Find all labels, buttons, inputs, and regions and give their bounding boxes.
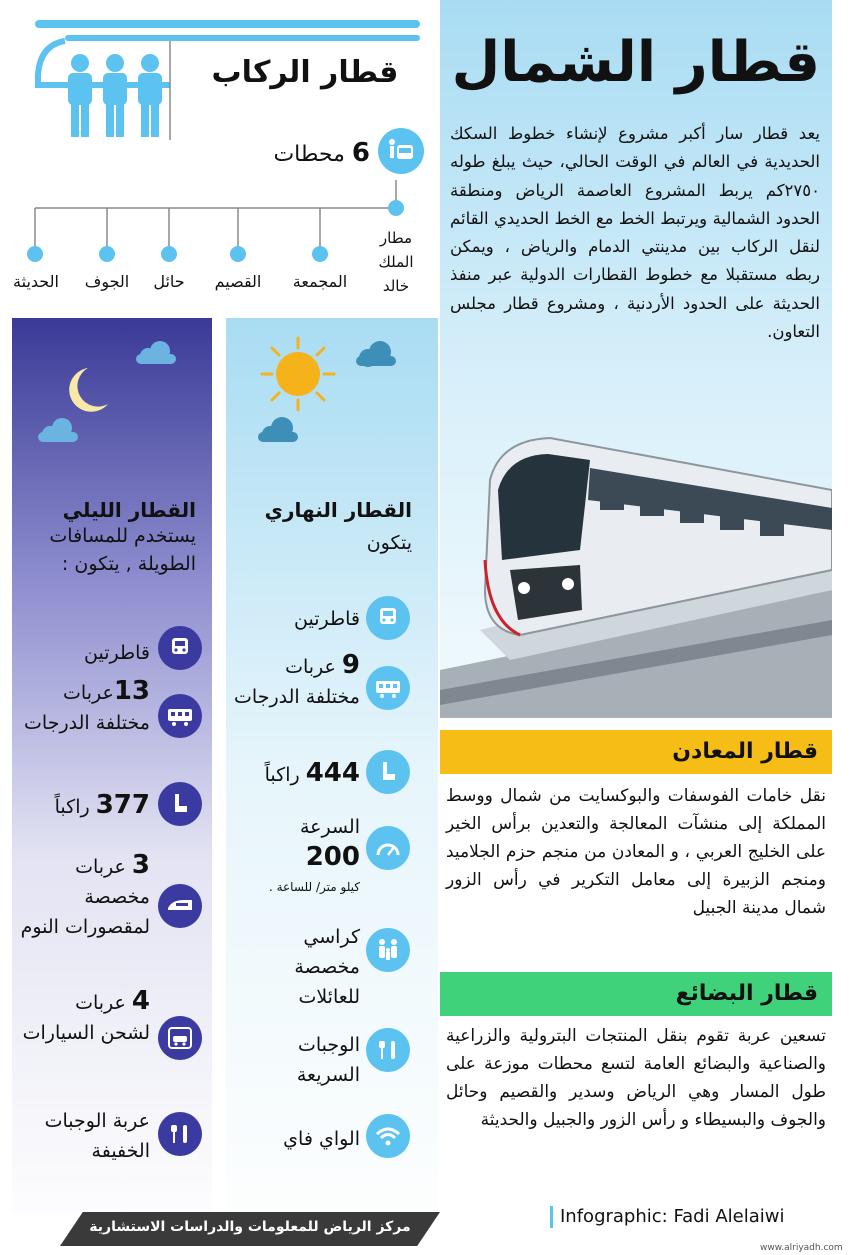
night-cars: 13عربات مختلفة الدرجات [24,676,150,734]
minerals-text: نقل خامات الفوسفات والبوكسايت من شمال ووسط المملكة إلى منشآت المعالجة والتعدين برأس الخير على الخليج العربي ، و المعادن من منجم حزم الجلاميد ومنجم الزبيرة إلى معامل التكرير في رأس الزور شمال مدينة الجبيل [446,786,826,918]
sleeper-icon [158,884,202,928]
night-railcar-icon [158,694,202,738]
family-icon [366,928,410,972]
night-subtitle: يستخدم للمسافات الطويلة , يتكون : [49,525,196,575]
meals-icon [366,1028,410,1072]
night-snack-car: عربة الوجبات الخفيفة [44,1110,150,1162]
seat-icon [366,750,410,794]
city-qassim: القصيم [214,272,262,291]
day-fast-food: الوجبات السريعة [296,1034,360,1086]
night-locomotives: قاطرتين [84,642,150,664]
page-title: قطار الشمال [451,30,820,95]
city-hail: حائل [153,272,185,291]
city-haditha: الحديثة [13,272,59,291]
day-cars: 9 عربات مختلفة الدرجات [234,650,360,708]
station-icon [378,128,424,174]
night-title: القطار الليلي [62,498,196,522]
station-king-khalid: مطار الملك خالد [378,229,414,295]
footer-brand: مركز الرياض للمعلومات والدراسات الاستشارية [89,1219,411,1235]
cargo-text: تسعين عربة تقوم بنقل المنتجات البترولية والزراعية والصناعية والبضائع العامة لتسع محطات موزعة على طول المسار وهي الرياض وسدير والقصيم وحائل والجوف والبسيطاء و رأس الزور والجبيل والحديثة [446,1026,826,1130]
night-riders: 377 راكباً [54,790,150,820]
stations-line [20,170,420,270]
day-family-seats: كراسي مخصصة للعائلات [294,926,360,1008]
intro-paragraph: يعد قطار سار أكبر مشروع لإنشاء خطوط السكك الحديدية في العالم في الوقت الحالي، حيث يبلغ طوله ٢٧٥٠كم يربط المشروع العاصمة الرياض ومنطقة الحدود الشمالية ويرتبط الخط مع الخط الحديدي القائم لنقل الركاب بين مدينتي الدمام والرياض ، ويمكن ربطه مستقبلا مع خطوط القطارات الدولية عبر منفذ الحديثة على الحدود الأردنية ، ومشروع قطار مجلس التعاون. [450,124,820,342]
night-seat-icon [158,782,202,826]
train-illustration [440,420,832,718]
railcar-icon [366,666,410,710]
speedometer-icon [366,826,410,870]
night-sleepers: 3 عربات مخصصة لمقصورات النوم [20,850,150,938]
snack-icon [158,1112,202,1156]
city-jouf: الجوف [84,272,130,291]
city-majmaah: المجمعة [292,272,348,291]
sun-icon [250,330,430,450]
day-speed-unit: كيلو متر/ للساعة . [268,880,360,894]
footer-credit: Infographic: Fadi Alelaiwi [560,1206,785,1227]
footer-url: www.alriyadh.com [760,1243,843,1253]
footer-divider [550,1206,553,1228]
day-riders: 444 راكباً [264,758,360,788]
day-locomotives: قاطرتين [294,608,360,630]
minerals-title: قطار المعادن [440,730,832,774]
wifi-icon [366,1114,410,1158]
day-wifi: الواي فاي [283,1128,360,1150]
passenger-title: قطار الركاب [211,55,399,90]
night-car-carriers: 4 عربات لشحن السيارات [22,986,150,1044]
car-carrier-icon [158,1016,202,1060]
locomotive-icon [366,596,410,640]
stations-count: 6 محطات [273,138,370,168]
day-title: القطار النهاري [264,498,412,522]
night-locomotive-icon [158,626,202,670]
moon-icon [30,338,200,458]
day-subtitle: يتكون [366,532,412,554]
day-speed: السرعة 200 [299,816,360,872]
cargo-title: قطار البضائع [440,972,832,1016]
